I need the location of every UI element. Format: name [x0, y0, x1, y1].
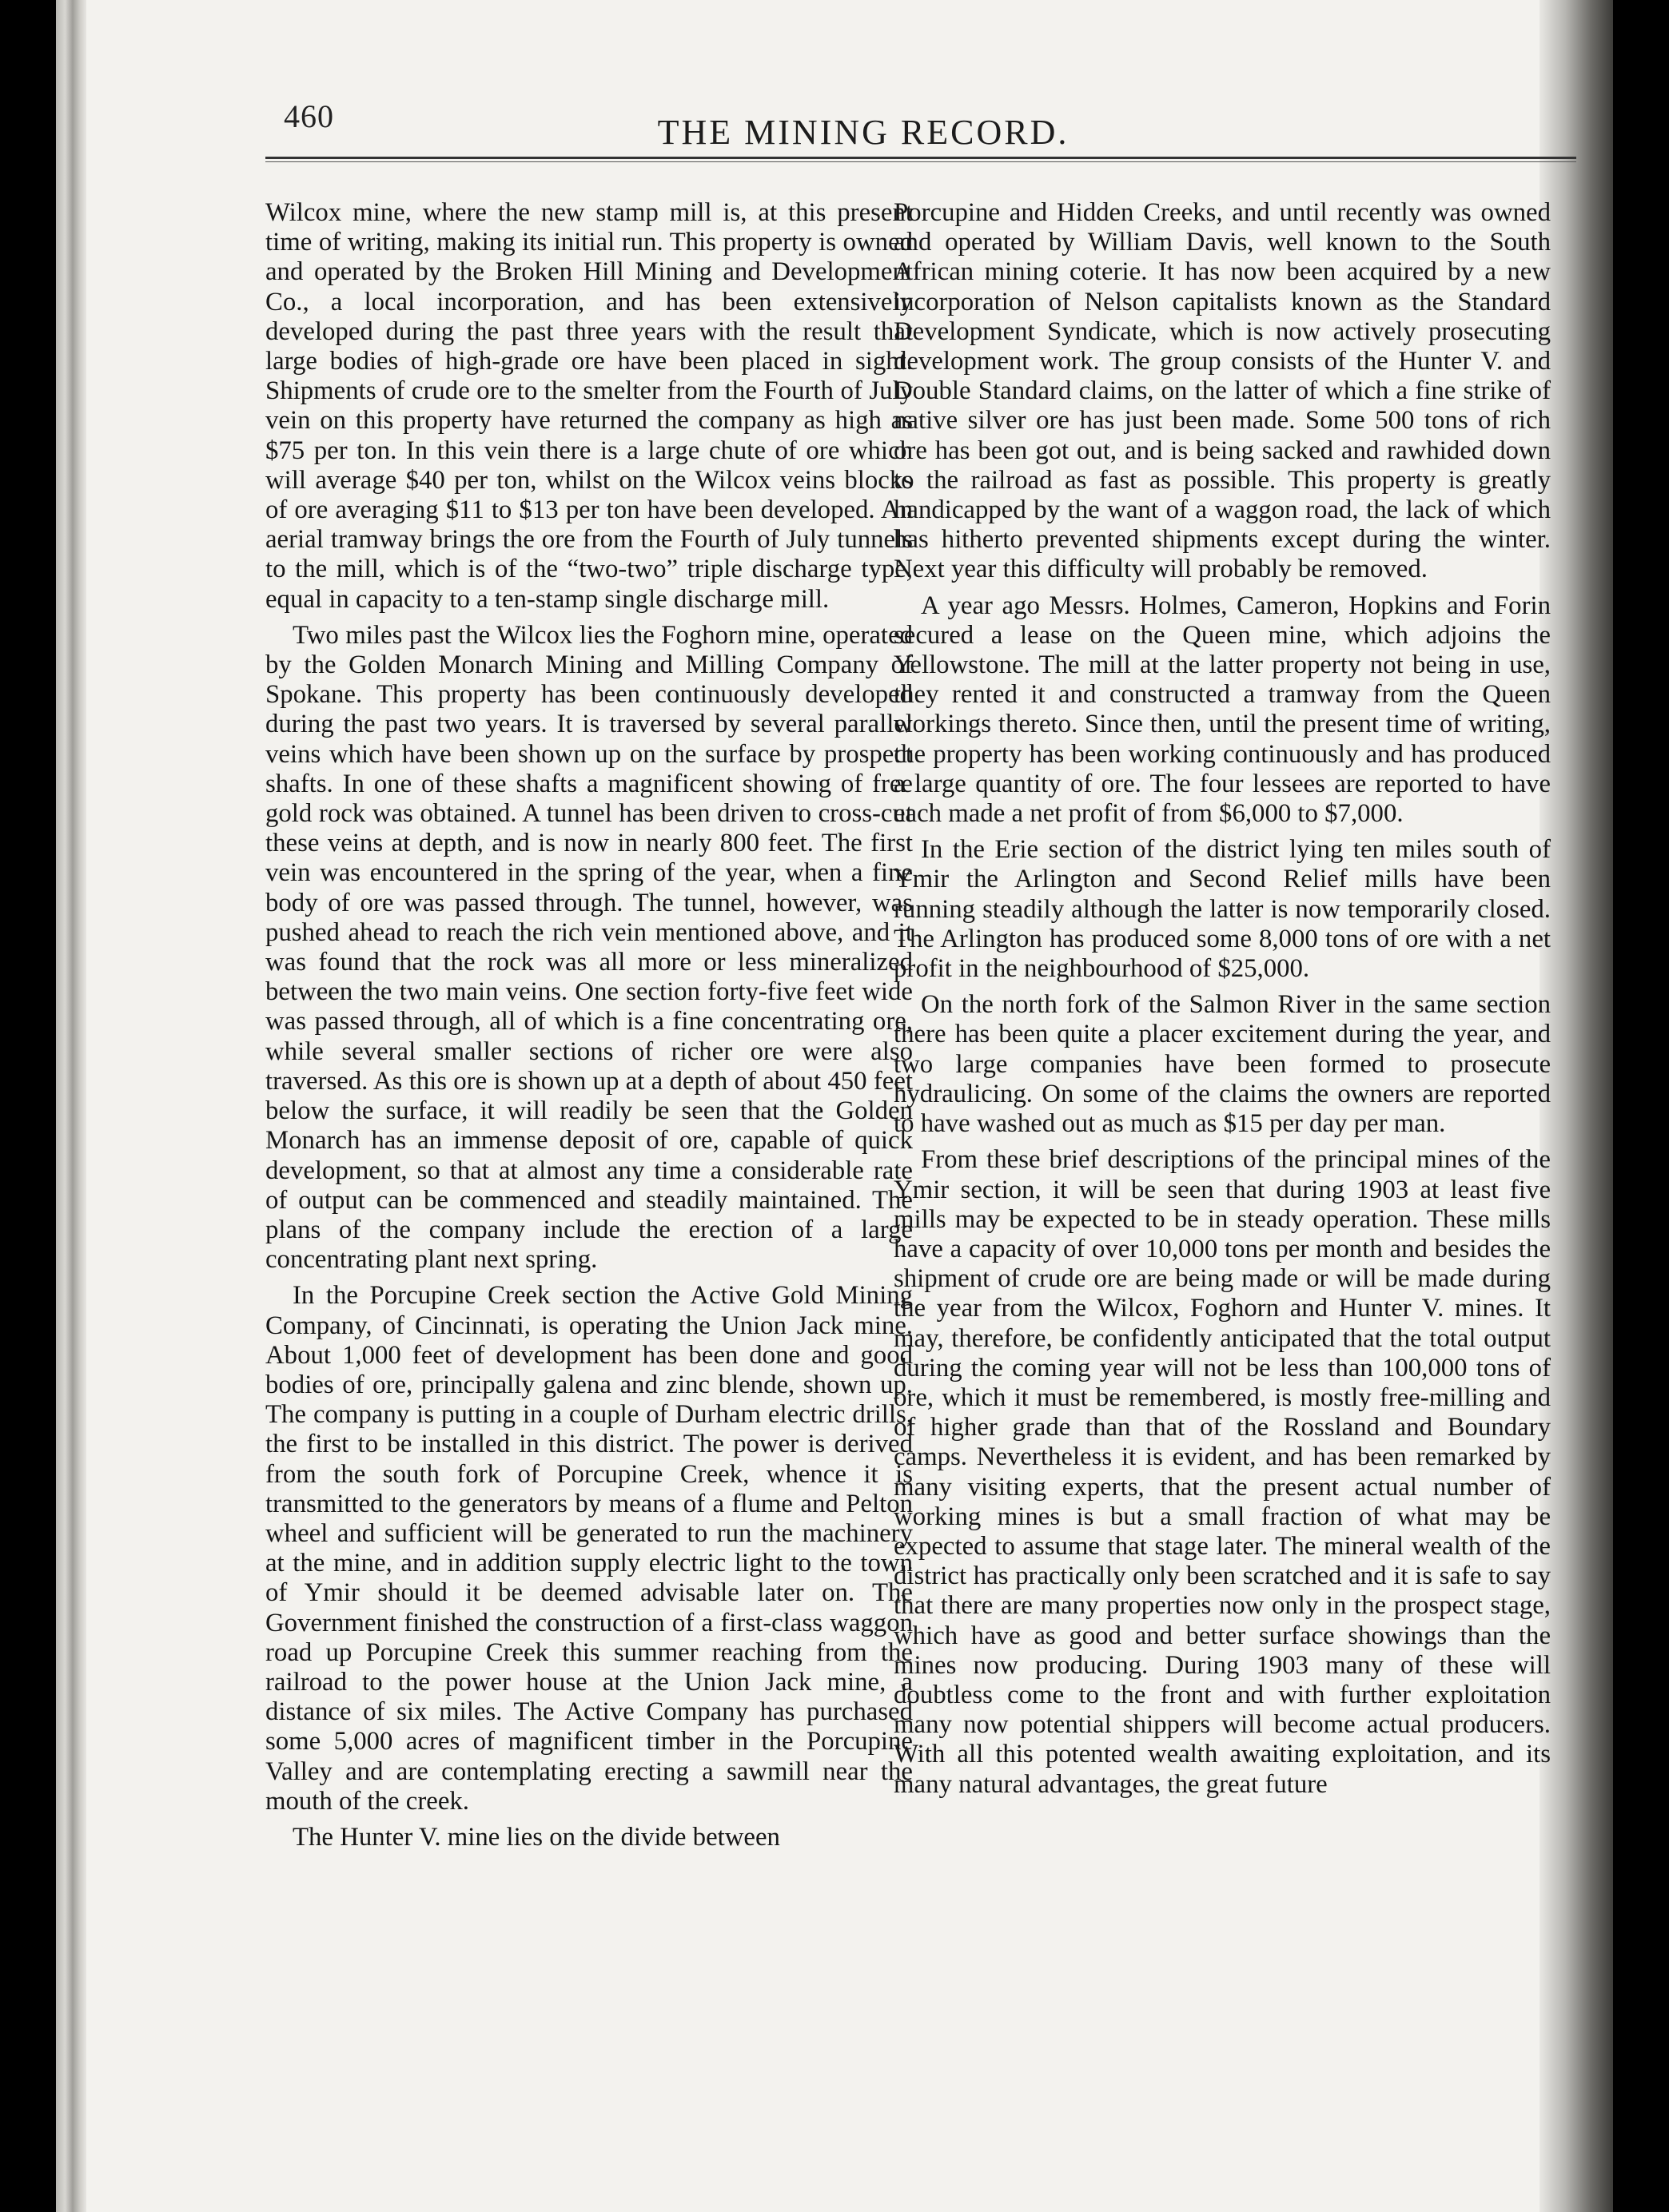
paragraph: Porcupine and Hidden Creeks, and until recently was owned and operated by William Davis, well known to the South African mining coterie. It has now been acquired by a new incorporation of Nelson capitalists known as the Standard Development Syndicate, which is now actively prosecuting development work. The group consists of the Hunter V. and Double Standard claims, on the latter of which a fine strike of native silver ore has just been made. Some 500 tons of rich ore has been got out, and is being sacked and rawhided down to the railroad as fast as possible. This property is greatly handicapped by the want of a waggon road, the lack of which has hitherto prevented shipments except during the winter. Next year this difficulty will probably be removed.	[894, 198, 1551, 584]
paragraph: In the Porcupine Creek section the Active Gold Mining Company, of Cincinnati, is operating the Union Jack mine. About 1,000 feet of development has been done and good bodies of ore, principally galena and zinc blende, shown up. The company is putting in a couple of Durham electric drills, the first to be installed in this district. The power is derived from the south fork of Porcupine Creek, whence it is transmitted to the generators by means of a flume and Pelton wheel and sufficient will be generated to run the machinery at the mine, and in addition supply electric light to the town of Ymir should it be deemed advisable later on. The Government finished the construction of a first-class waggon road up Porcupine Creek this summer reaching from the railroad to the power house at the Union Jack mine, a distance of six miles. The Active Company has purchased some 5,000 acres of magnificent timber in the Porcupine Valley and are contemplating erecting a sawmill near the mouth of the creek.	[265, 1281, 913, 1816]
running-head-title: THE MINING RECORD.	[657, 113, 1070, 152]
paragraph: On the north fork of the Salmon River in the same section there has been quite a placer excitement during the year, and two large companies have been formed to prosecute hydraulicing. On some of the claims the owners are reported to have washed out as much as $15 per day per man.	[894, 990, 1551, 1139]
page-number: 460	[284, 98, 334, 134]
paragraph: Two miles past the Wilcox lies the Foghorn mine, operated by the Golden Monarch Mining and Milling Company of Spokane. This property has been continuously developed during the past two years. It is traversed by several parallel veins which have been shown up on the surface by prospect shafts. In one of these shafts a magnificent showing of free gold rock was obtained. A tunnel has been driven to cross-cut these veins at depth, and is now in nearly 800 feet. The first vein was encountered in the spring of the year, when a fine body of ore was passed through. The tunnel, however, was pushed ahead to reach the rich vein mentioned above, and it was found that the rock was all more or less mineralized between the two main veins. One section forty-five feet wide was passed through, all of which is a fine concentrating ore, while several smaller sections of richer ore were also traversed. As this ore is shown up at a depth of about 450 feet below the surface, it will readily be seen that the Golden Monarch has an immense deposit of ore, capable of quick development, so that at almost any time a considerable rate of output can be commenced and steadily maintained. The plans of the company include the erection of a large concentrating plant next spring.	[265, 620, 913, 1275]
paragraph: Wilcox mine, where the new stamp mill is, at this present time of writing, making its initial run. This property is owned and operated by the Broken Hill Mining and Development Co., a local incorporation, and has been extensively developed during the past three years with the result that large bodies of high-grade ore have been placed in sight. Shipments of crude ore to the smelter from the Fourth of July vein on this property have returned the company as high as $75 per ton. In this vein there is a large chute of ore which will average $40 per ton, whilst on the Wilcox veins blocks of ore averaging $11 to $13 per ton have been developed. An aerial tramway brings the ore from the Fourth of July tunnels to the mill, which is of the “two-two” triple discharge type, equal in capacity to a ten-stamp single discharge mill.	[265, 198, 913, 614]
document-page	[56, 0, 1613, 2212]
left-column	[265, 198, 913, 1859]
paragraph: From these brief descriptions of the principal mines of the Ymir section, it will be seen that during 1903 at least five mills may be expected to be in steady operation. These mills have a capacity of over 10,000 tons per month and besides the shipment of crude ore are being made or will be made during the year from the Wilcox, Foghorn and Hunter V. mines. It may, therefore, be confidently anticipated that the total output during the coming year will not be less than 100,000 tons of ore, which it must be remembered, is mostly free-milling and of higher grade than that of the Rossland and Boundary camps. Nevertheless it is evident, and has been remarked by many visiting experts, that the present actual number of working mines is but a small fraction of what may be expected to assume that stage later. The mineral wealth of the district has practically only been scratched and it is safe to say that there are many properties now only in the prospect stage, which have as good and better surface showings than the mines now producing. During 1903 many of these will doubtless come to the front and with further exploitation many now potential shippers will become actual producers. With all this potented wealth awaiting exploitation, and its many natural advantages, the great future	[894, 1145, 1551, 1799]
header-rule	[265, 157, 1576, 162]
paragraph: In the Erie section of the district lying ten miles south of Ymir the Arlington and Second Relief mills have been running steadily although the latter is now temporarily closed. The Arlington has produced some 8,000 tons of ore with a net profit in the neighbourhood of $25,000.	[894, 835, 1551, 984]
paragraph: A year ago Messrs. Holmes, Cameron, Hopkins and Forin secured a lease on the Queen mine, which adjoins the Yellowstone. The mill at the latter property not being in use, they rented it and constructed a tramway from the Queen workings thereto. Since then, until the present time of writing, the property has been working continuously and has produced a large quantity of ore. The four lessees are reported to have each made a net profit of from $6,000 to $7,000.	[894, 591, 1551, 829]
right-column	[894, 198, 1551, 1806]
paragraph: The Hunter V. mine lies on the divide between	[293, 1822, 780, 1852]
page-binding	[56, 0, 86, 2212]
